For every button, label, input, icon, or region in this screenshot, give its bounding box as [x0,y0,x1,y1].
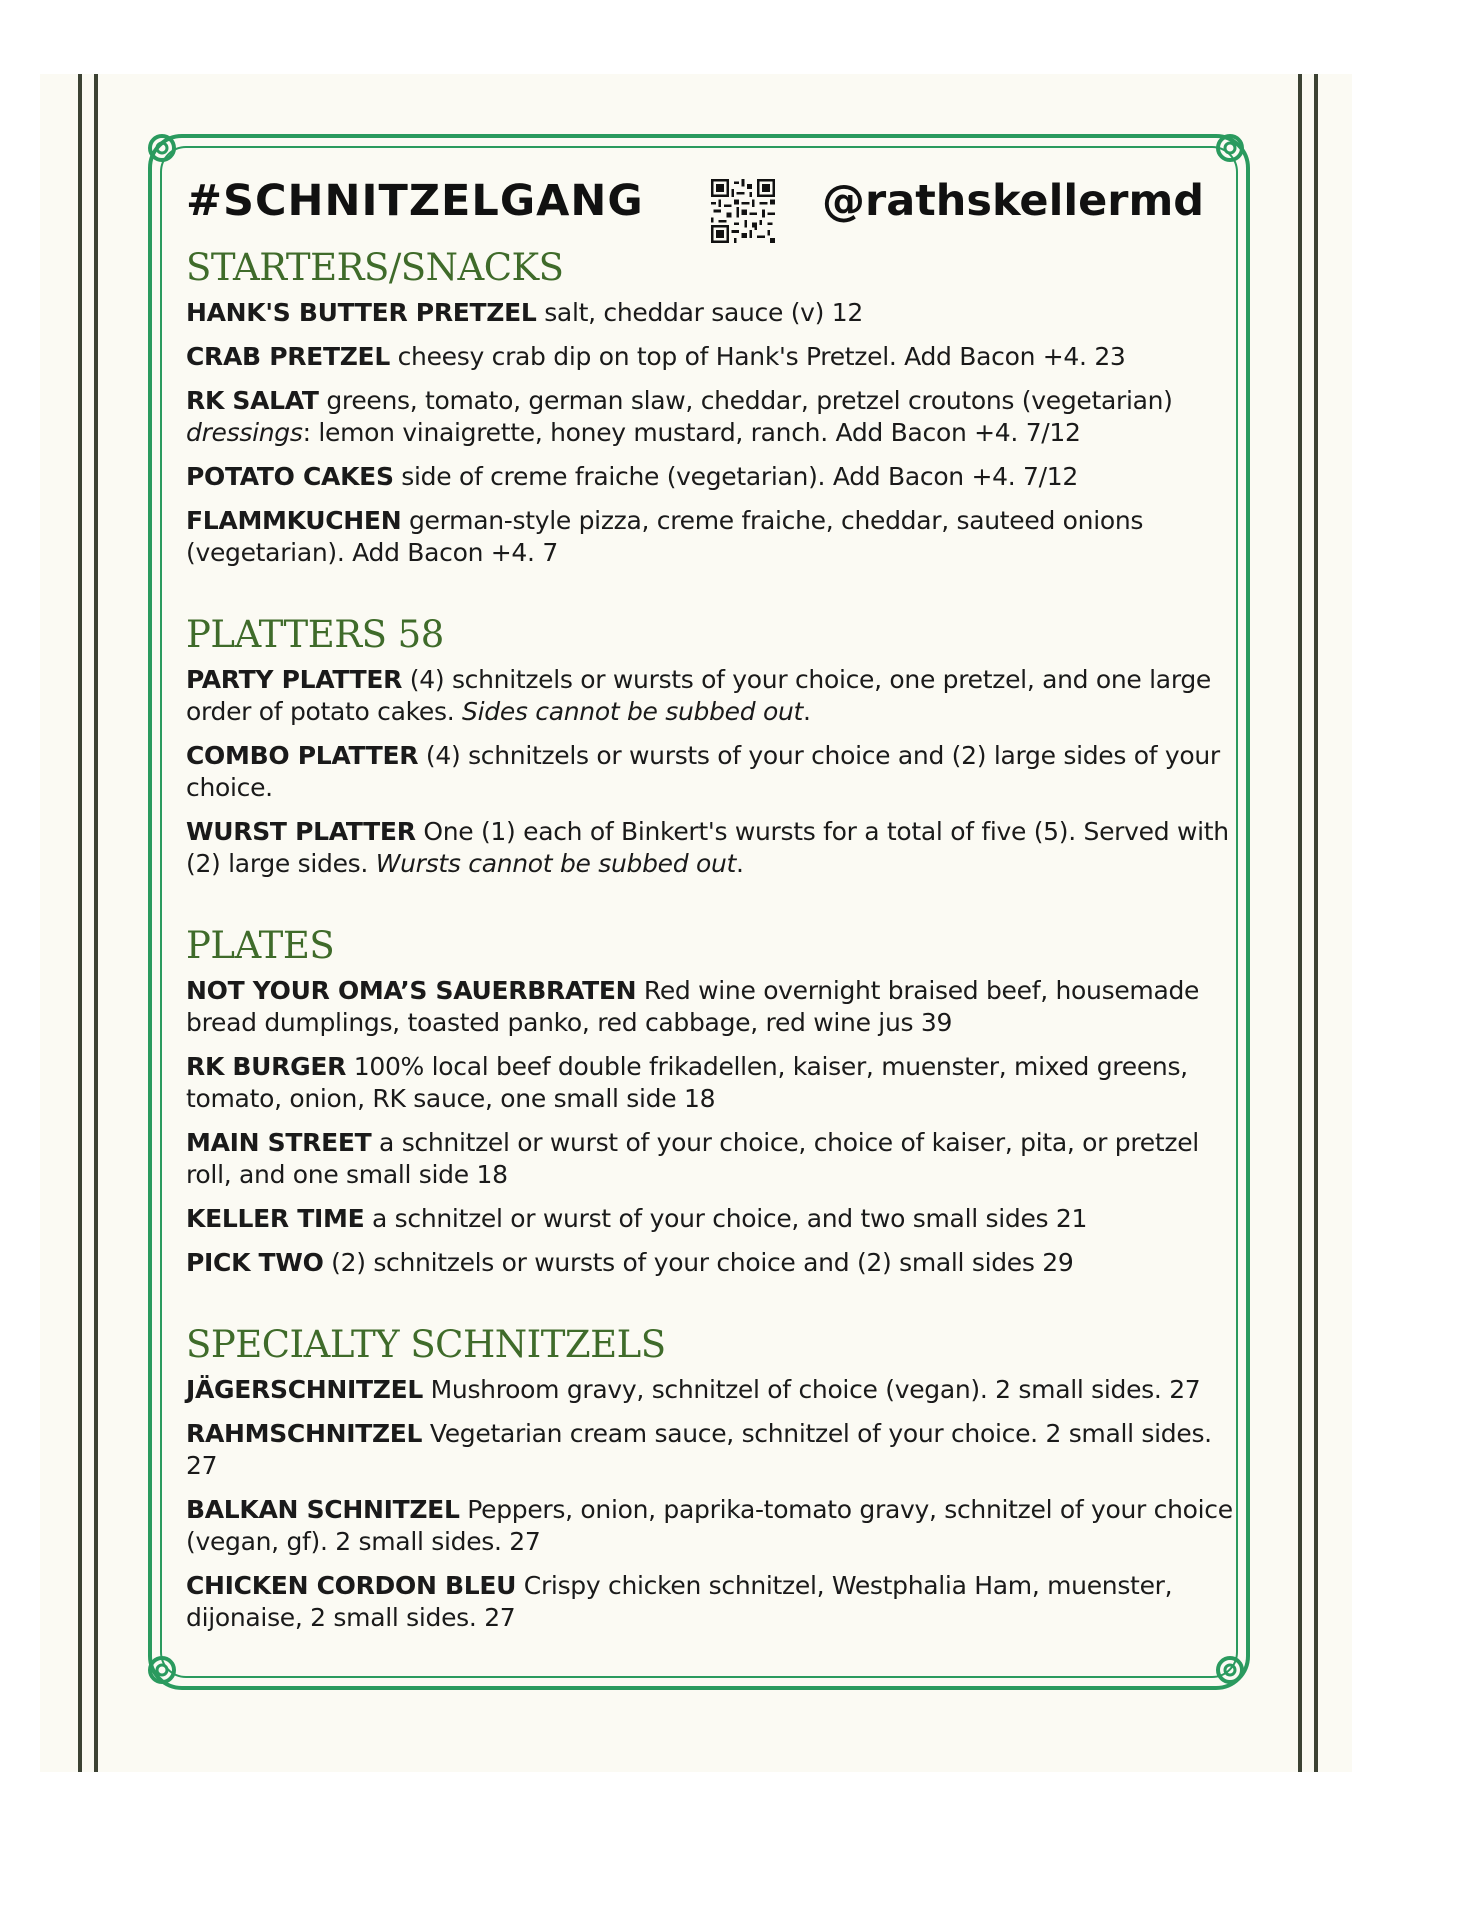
item-description: a schnitzel or wurst of your choice, and two small sides 21 [364,1204,1088,1233]
menu-item [186,664,1242,728]
item-description: Mushroom gravy, schnitzel of choice (vegan). 2 small sides. 27 [423,1375,1201,1404]
left-rule-inner [94,74,98,1772]
item-description: Peppers, onion, paprika-tomato gravy, schnitzel of your choice (vegan, gf). 2 small sides. 27 [186,1495,1233,1556]
item-name: PARTY PLATTER [186,665,403,694]
item-description-cont: . [736,849,744,878]
item-description: salt, cheddar sauce (v) 12 [536,298,863,327]
item-note: Sides cannot be subbed out [462,697,804,726]
menu-content [186,170,1242,1678]
item-name: HANK'S BUTTER PRETZEL [186,298,537,327]
social-handle[interactable]: @rathskellermd [822,176,1205,226]
item-description: Vegetarian cream sauce, schnitzel of your choice. 2 small sides. 27 [186,1419,1212,1480]
menu-item [186,1203,1242,1235]
item-name: NOT YOUR OMA’S SAUERBRATEN [186,976,637,1005]
item-description: side of creme fraiche (vegetarian). Add Bacon +4. 7/12 [393,462,1078,491]
menu-item [186,505,1242,569]
menu-item [186,975,1242,1039]
corner-ornament-icon [138,124,186,172]
section-starters [186,246,1242,569]
item-description: (4) schnitzels or wursts of your choice and (2) large sides of your choice. [186,741,1220,802]
menu-item [186,1051,1242,1115]
menu-item [186,1570,1242,1634]
item-description: One (1) each of Binkert's wursts for a total of five (5). Served with (2) large sides. [186,817,1229,878]
menu-header [186,170,1242,246]
item-description: (4) schnitzels or wursts of your choice, one pretzel, and one large order of potato cakes. [186,665,1212,726]
section-specialty-schnitzels [186,1323,1242,1634]
item-name: RK BURGER [186,1052,347,1081]
right-rule-inner [1298,74,1302,1772]
item-note: dressings [186,418,303,447]
item-name: CHICKEN CORDON BLEU [186,1571,517,1600]
section-title: PLATTERS 58 [186,613,444,656]
menu-item [186,740,1242,804]
section-plates [186,924,1242,1279]
item-name: PICK TWO [186,1248,324,1277]
item-note: Wursts cannot be subbed out [375,849,736,878]
menu-item [186,1494,1242,1558]
section-title: STARTERS/SNACKS [186,246,564,289]
item-name: POTATO CAKES [186,462,394,491]
item-description: german-style pizza, creme fraiche, cheddar, sauteed onions (vegetarian). Add Bacon +4. 7 [186,506,1144,567]
menu-item [186,1418,1242,1482]
item-name: RK SALAT [186,386,319,415]
section-title: PLATES [186,924,335,967]
section-title: SPECIALTY SCHNITZELS [186,1323,666,1366]
item-description: cheesy crab dip on top of Hank's Pretzel. Add Bacon +4. 23 [389,342,1126,371]
item-name: JÄGERSCHNITZEL [186,1375,423,1404]
item-description: (2) schnitzels or wursts of your choice and (2) small sides 29 [323,1248,1074,1277]
item-description-cont: : lemon vinaigrette, honey mustard, ranch. Add Bacon +4. 7/12 [302,418,1081,447]
menu-item [186,816,1242,880]
item-description: greens, tomato, german slaw, cheddar, pretzel croutons (vegetarian) [318,386,1173,415]
menu-item [186,461,1242,493]
item-name: FLAMMKUCHEN [186,506,402,535]
item-name: COMBO PLATTER [186,741,419,770]
item-name: CRAB PRETZEL [186,342,390,371]
item-description: 100% local beef double frikadellen, kaiser, muenster, mixed greens, tomato, onion, RK sauce, one small side 18 [186,1052,1188,1113]
section-platters [186,613,1242,880]
menu-item [186,1247,1242,1279]
item-description: Crispy chicken schnitzel, Westphalia Ham, muenster, dijonaise, 2 small sides. 27 [186,1571,1173,1632]
item-name: KELLER TIME [186,1204,365,1233]
qr-code-icon[interactable] [711,179,775,243]
hashtag: #SCHNITZELGANG [186,176,644,226]
item-description: a schnitzel or wurst of your choice, choice of kaiser, pita, or pretzel roll, and one small side 18 [186,1128,1199,1189]
menu-item [186,341,1242,373]
item-name: WURST PLATTER [186,817,416,846]
corner-ornament-icon [1206,124,1254,172]
item-description-cont: . [803,697,811,726]
item-name: BALKAN SCHNITZEL [186,1495,460,1524]
item-name: MAIN STREET [186,1128,372,1157]
item-name: RAHMSCHNITZEL [186,1419,423,1448]
menu-item [186,385,1242,449]
menu-item [186,297,1242,329]
item-description: Red wine overnight braised beef, housemade bread dumplings, toasted panko, red cabbage, red wine jus 39 [186,976,1200,1037]
right-rule-outer [1314,74,1318,1772]
corner-ornament-icon [138,1646,186,1694]
left-rule-outer [78,74,82,1772]
menu-item [186,1374,1242,1406]
menu-item [186,1127,1242,1191]
